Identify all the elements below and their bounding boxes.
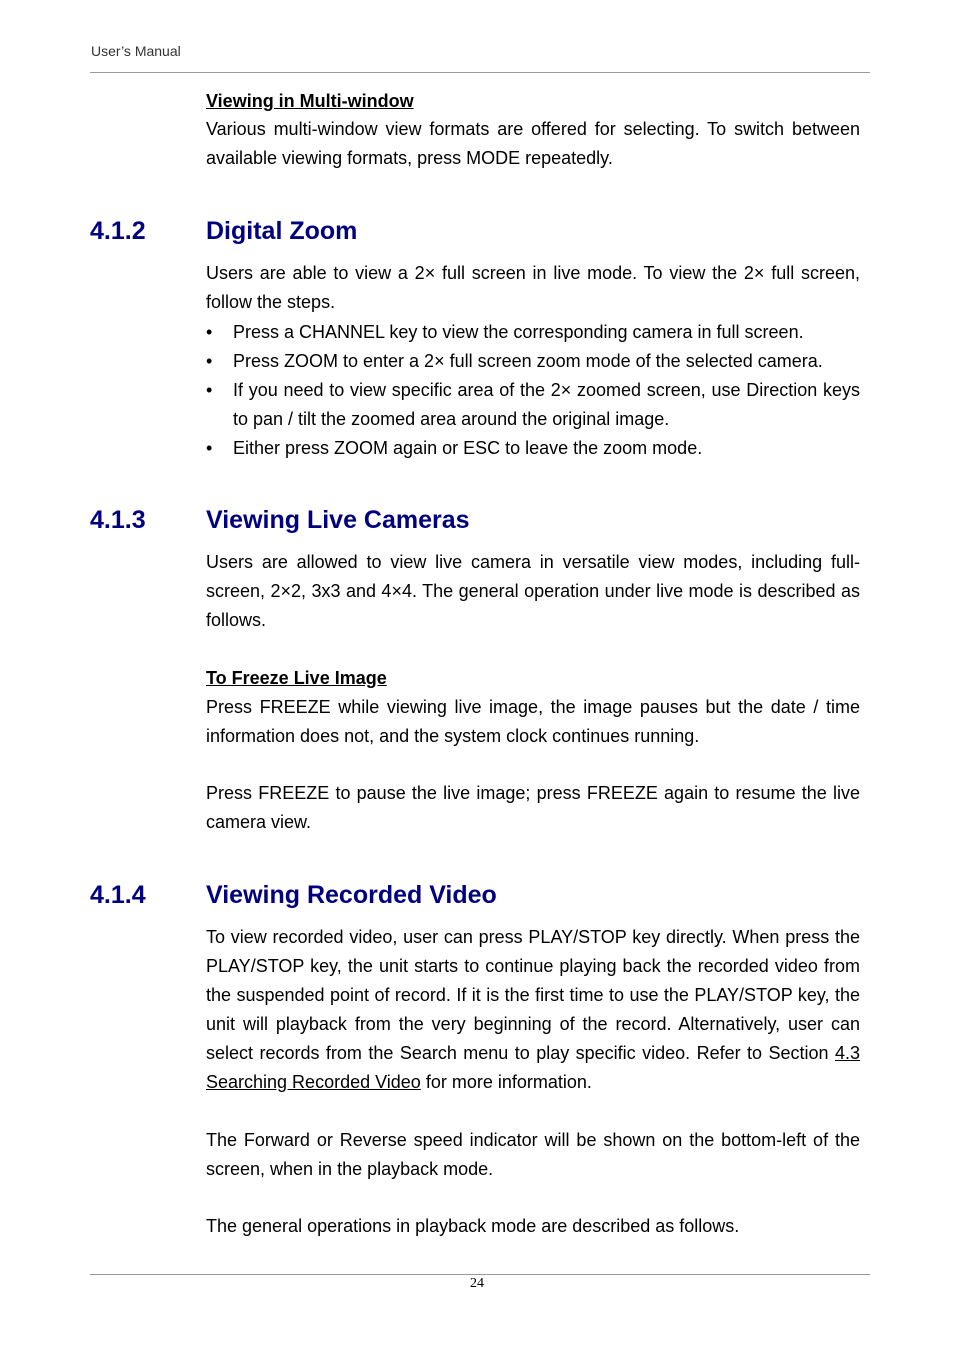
digital-zoom-intro: Users are able to view a 2× full screen in live mode. To view the 2× full screen, follow the steps. [206, 263, 860, 312]
freeze-body-1: Press FREEZE while viewing live image, the image pauses but the date / time information does not, and the system clock continues running. [206, 697, 860, 746]
section-number: 4.1.3 [90, 506, 146, 534]
list-item: • If you need to view specific area of the 2× zoomed screen, use Direction keys to pan / tilt the zoomed area around the original image. [206, 376, 860, 434]
freeze-body-2: Press FREEZE to pause the live image; press FREEZE again to resume the live camera view. [206, 783, 860, 832]
digital-zoom-steps [206, 318, 860, 463]
header-rule [90, 72, 870, 73]
list-item: • Either press ZOOM again or ESC to leave the zoom mode. [206, 434, 860, 463]
list-item: • Press a CHANNEL key to view the corresponding camera in full screen. [206, 318, 860, 347]
live-cameras-intro: Users are allowed to view live camera in versatile view modes, including full-screen, 2×2, 3x3 and 4×4. The general operation under live mode is described as follows. [206, 552, 860, 630]
multiwindow-body: Various multi-window view formats are offered for selecting. To switch between available viewing formats, press MODE repeatedly. [206, 119, 860, 168]
multiwindow-subheading: Viewing in Multi-window [206, 91, 414, 111]
recorded-video-para-2: The Forward or Reverse speed indicator will be shown on the bottom-left of the screen, when in the playback mode. [206, 1130, 860, 1179]
para-text: To view recorded video, user can press PLAY/STOP key directly. When press the PLAY/STOP key, the unit starts to continue playing back the recorded video from the suspended point of record. If it is the first time to use the PLAY/STOP key, the unit will playback from the very beginning of the record. Alternatively, user can select records from the Search menu to play specific video. Refer to Section [206, 927, 860, 1063]
page-number: 24 [470, 1276, 484, 1291]
recorded-video-para-1 [206, 923, 860, 1097]
section-title: Viewing Live Cameras [206, 506, 470, 534]
section-number: 4.1.2 [90, 217, 146, 245]
section-title: Viewing Recorded Video [206, 881, 497, 909]
recorded-video-para-3: The general operations in playback mode are described as follows. [206, 1216, 740, 1236]
running-header: User’s Manual [91, 43, 181, 59]
section-number: 4.1.4 [90, 881, 146, 909]
para-text: for more information. [420, 1072, 592, 1092]
footer-rule [90, 1274, 870, 1275]
section-link-searching-recorded-video[interactable]: 4.3 Searching Recorded Video [206, 1043, 860, 1092]
section-title: Digital Zoom [206, 217, 358, 245]
freeze-subheading: To Freeze Live Image [206, 668, 387, 688]
list-item: • Press ZOOM to enter a 2× full screen zoom mode of the selected camera. [206, 347, 860, 376]
